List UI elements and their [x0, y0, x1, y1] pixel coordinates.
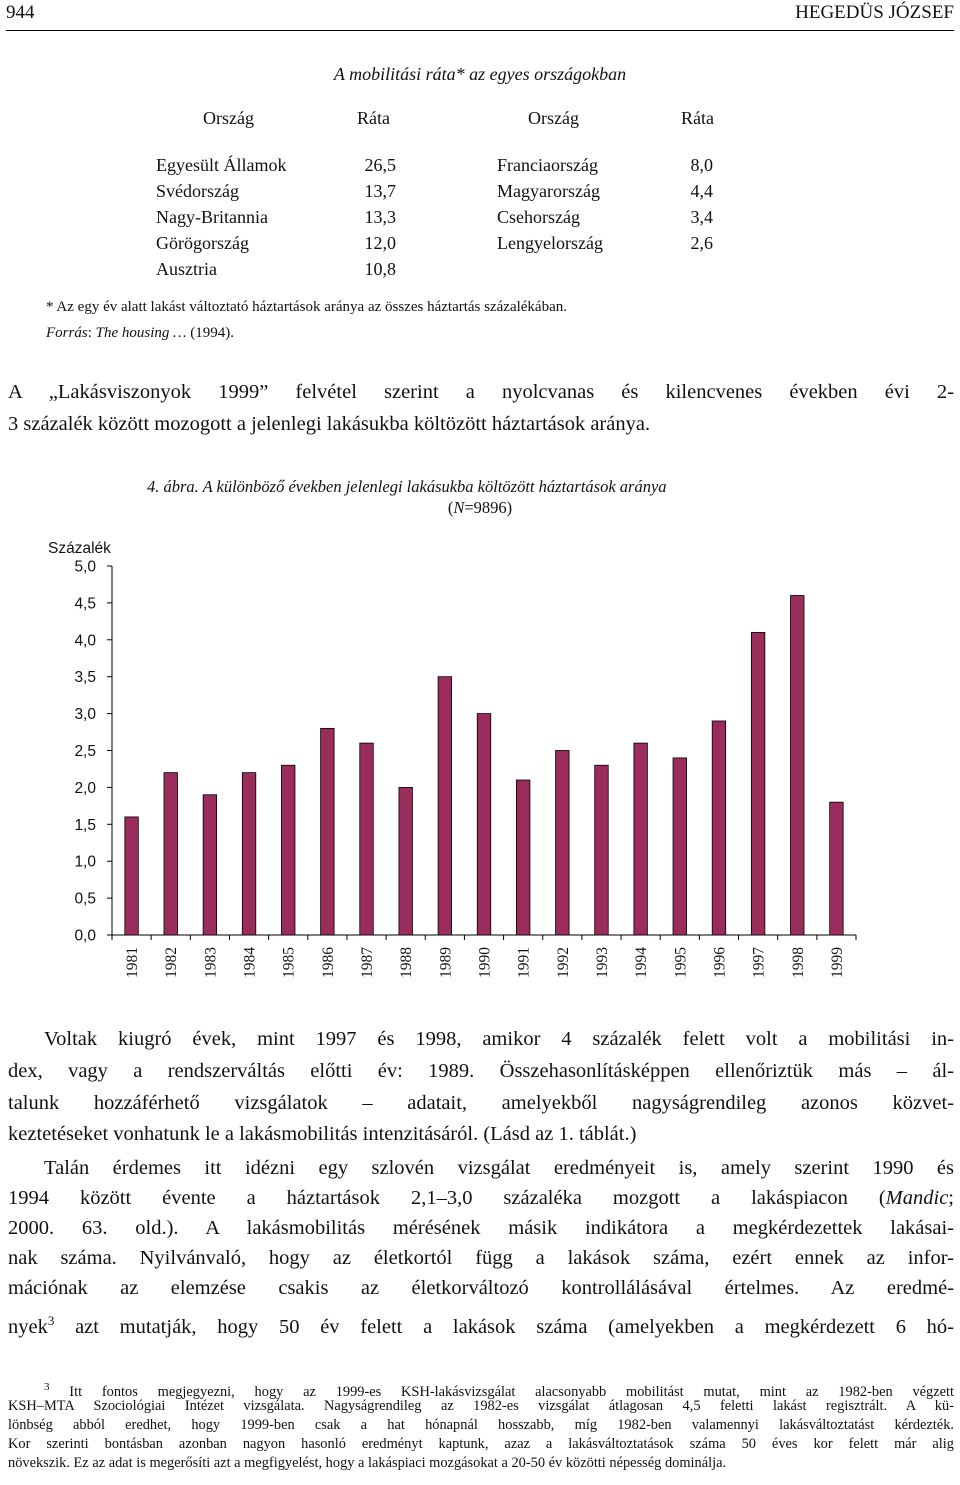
table-country-right: Franciaország: [497, 155, 598, 175]
y-tick-label: 0,0: [74, 927, 96, 945]
table-country-left: Nagy-Britannia: [156, 207, 268, 227]
table-caption: A mobilitási ráta* az egyes országokban: [333, 64, 627, 84]
x-tick-label-1992: 1992: [554, 947, 572, 978]
bar-1992: [556, 751, 570, 936]
para2-line-1: Talán érdemes itt idézni egy szlovén vizsgálat eredményeit is, amely szerint 1990 és: [44, 1157, 954, 1179]
table-country-left: Ausztria: [156, 259, 217, 279]
y-tick-label: 4,5: [74, 595, 96, 613]
table-country-left: Görögország: [156, 233, 249, 253]
bar-1987: [360, 743, 374, 935]
para2-line-2a: 1994 között évente a háztartások 2,1–3,0 százaléka mozgott a lakáspiacon (: [8, 1187, 886, 1209]
x-tick-label-1995: 1995: [672, 947, 690, 978]
subcaption-open: (: [447, 498, 454, 517]
source-label: Forrás: [46, 325, 88, 341]
table-header-country-left: Ország: [203, 108, 254, 128]
table-rate-left: 12,0: [364, 233, 396, 253]
table-source: [46, 325, 234, 342]
bar-chart: [0, 525, 960, 1005]
table-country-left: Egyesült Államok: [156, 155, 287, 175]
para1-line-1: Voltak kiugró évek, mint 1997 és 1998, amikor 4 százalék felett volt a mobilitási in-: [44, 1028, 954, 1050]
x-tick-label-1994: 1994: [633, 947, 651, 978]
table-header-rate-right: Ráta: [681, 108, 714, 128]
table-rate-right: 3,4: [690, 207, 713, 227]
bar-1986: [321, 728, 335, 935]
bar-1990: [477, 714, 491, 935]
figure-caption: [147, 477, 667, 497]
table-header-rate-left: Ráta: [357, 108, 390, 128]
y-tick-label: 5,0: [74, 558, 96, 576]
x-tick-label-1993: 1993: [593, 947, 611, 978]
y-tick-label: 2,5: [74, 743, 96, 760]
para2-line-3: 2000. 63. old.). A lakásmobilitás mérésének másik indikátora a megkérdezettek lakásai-: [8, 1217, 954, 1239]
para2-line-4: nak száma. Nyilvánvaló, hogy az életkortól függ a lakások száma, ezért ennek az infor-: [8, 1247, 954, 1269]
bar-1993: [595, 765, 609, 935]
figure-subcaption: [0, 498, 960, 518]
source-colon: :: [87, 325, 96, 341]
x-tick-label-1981: 1981: [124, 947, 142, 978]
x-tick-label-1998: 1998: [789, 947, 807, 978]
figure-title: A különböző években jelenlegi lakásukba költözött háztartások aránya: [198, 477, 667, 496]
figure-number: 4. ábra.: [147, 477, 199, 496]
para1-line-2: dex, vagy a rendszerváltás előtti év: 1989. Összehasonlításképpen ellenőriztük más – ál-: [8, 1060, 954, 1082]
para2-line-2: [8, 1184, 954, 1214]
running-head: HEGEDÜS JÓZSEF: [795, 2, 954, 23]
header-rule: [6, 30, 954, 31]
page-number: 944: [6, 2, 35, 23]
footnote-line-2: KSH–MTA Szociológiai Intézet vizsgálata. Nagyságrendileg az 1982-es vizsgálat átlagosan 4,5 feletti lakást regisztrált. A kü-: [8, 1398, 954, 1414]
bar-1981: [125, 817, 139, 935]
x-tick-label-1989: 1989: [437, 947, 455, 978]
x-tick-label-1991: 1991: [515, 947, 533, 978]
table-country-right: Lengyelország: [497, 233, 603, 253]
bar-1991: [516, 780, 530, 935]
y-axis-label: Százalék: [48, 540, 111, 557]
y-tick-label: 3,0: [74, 706, 96, 724]
bar-1994: [634, 743, 648, 935]
footnote-line-4: Kor szerinti bontásban azonban nagyon hasonló eredményt kaptunk, azaz a lakásváltoztatások száma 50 éves kor felett már alig: [8, 1436, 954, 1452]
table-country-left: Svédország: [156, 181, 239, 201]
x-tick-label-1986: 1986: [319, 947, 337, 978]
table-rate-right: 2,6: [690, 233, 713, 253]
x-tick-label-1996: 1996: [711, 947, 729, 978]
y-tick-label: 3,5: [74, 669, 96, 687]
x-tick-label-1987: 1987: [359, 947, 377, 978]
y-tick-label: 2,0: [74, 779, 96, 797]
bar-1984: [242, 773, 256, 935]
bar-1998: [791, 596, 805, 935]
bar-1988: [399, 787, 413, 935]
table-rate-right: 4,4: [690, 181, 713, 201]
x-tick-label-1999: 1999: [828, 947, 846, 978]
table-country-right: Magyarország: [497, 181, 600, 201]
x-tick-label-1984: 1984: [241, 947, 259, 978]
footnote-line-1-text: Itt fontos megjegyezni, hogy az 1999-es KSH-lakásvizsgálat alacsonyabb mobilitást mutat, mint az 1982-ben végzett: [49, 1383, 954, 1400]
para1-line-3: talunk hozzáférhető vizsgálatok – adatait, amelyekből nagyságrendileg azonos közvet-: [8, 1092, 954, 1114]
x-tick-label-1990: 1990: [476, 947, 494, 978]
x-tick-label-1997: 1997: [750, 947, 768, 978]
bar-1995: [673, 758, 687, 935]
x-tick-label-1983: 1983: [202, 947, 220, 978]
intro-line-1: A „Lakásviszonyok 1999” felvétel szerint a nyolcvanas és kilencvenes években évi 2-: [8, 381, 954, 403]
para2-line-2b: ;: [948, 1187, 954, 1209]
table-rate-right: 8,0: [690, 155, 713, 175]
y-tick-label: 0,5: [74, 890, 96, 908]
footnote-line-3: lönbség abból eredhet, hogy 1999-ben csak a hat hónapnál hosszabb, míg 1982-ben valamennyi lakásváltoztatást kérdezték.: [8, 1417, 954, 1433]
x-tick-label-1985: 1985: [280, 947, 298, 978]
footnote-marker: 3: [44, 1381, 50, 1393]
source-title: The housing …: [95, 325, 187, 341]
footnote-ref: 3: [47, 1313, 55, 1328]
bar-1985: [281, 765, 295, 935]
table-rate-left: 13,3: [364, 207, 396, 227]
subcaption-n: N: [453, 498, 465, 517]
para1-line-4: keztetéseket vonhatunk le a lakásmobilitás intenzitásáról. (Lásd az 1. táblát.): [8, 1123, 637, 1145]
table-rate-left: 13,7: [364, 181, 396, 201]
table-header-country-right: Ország: [528, 108, 579, 128]
bar-1982: [164, 773, 178, 935]
y-tick-label: 1,0: [74, 853, 96, 871]
bar-1997: [751, 632, 765, 935]
para2-line-6a: nyek: [8, 1315, 48, 1338]
table-note: * Az egy év alatt lakást változtató háztartások aránya az összes háztartás százalékában.: [46, 299, 567, 315]
para2-line-6: [8, 1306, 954, 1342]
bar-1983: [203, 795, 217, 935]
para2-line-6b: azt mutatják, hogy 50 év felett a lakások száma (amelyekben a megkérdezett 6 hó-: [54, 1315, 954, 1338]
table-rate-left: 26,5: [364, 155, 396, 175]
table-country-right: Csehország: [497, 207, 580, 227]
y-tick-label: 4,0: [74, 632, 96, 650]
source-year: (1994).: [186, 325, 234, 341]
y-tick-label: 1,5: [74, 816, 96, 834]
citation-mandic: Mandic: [885, 1187, 949, 1209]
intro-line-2: 3 százalék között mozogott a jelenlegi lakásukba költözött háztartások aránya.: [8, 413, 651, 435]
bar-1989: [438, 677, 452, 935]
footnote-line-5: növekszik. Ez az adat is megerősíti azt a megfigyelést, hogy a lakáspiaci mozgásokat a 20-50 év közötti népesség dominálja.: [8, 1455, 727, 1471]
para2-line-5: mációnak az elemzése csakis az életkorváltozó kontrollálásával értelmes. Az eredmé-: [8, 1277, 954, 1299]
bar-1996: [712, 721, 726, 935]
x-tick-label-1988: 1988: [398, 947, 416, 978]
x-tick-label-1982: 1982: [163, 947, 181, 978]
table-rate-left: 10,8: [364, 259, 396, 279]
subcaption-rest: =9896): [464, 498, 513, 517]
bar-1999: [830, 802, 844, 935]
